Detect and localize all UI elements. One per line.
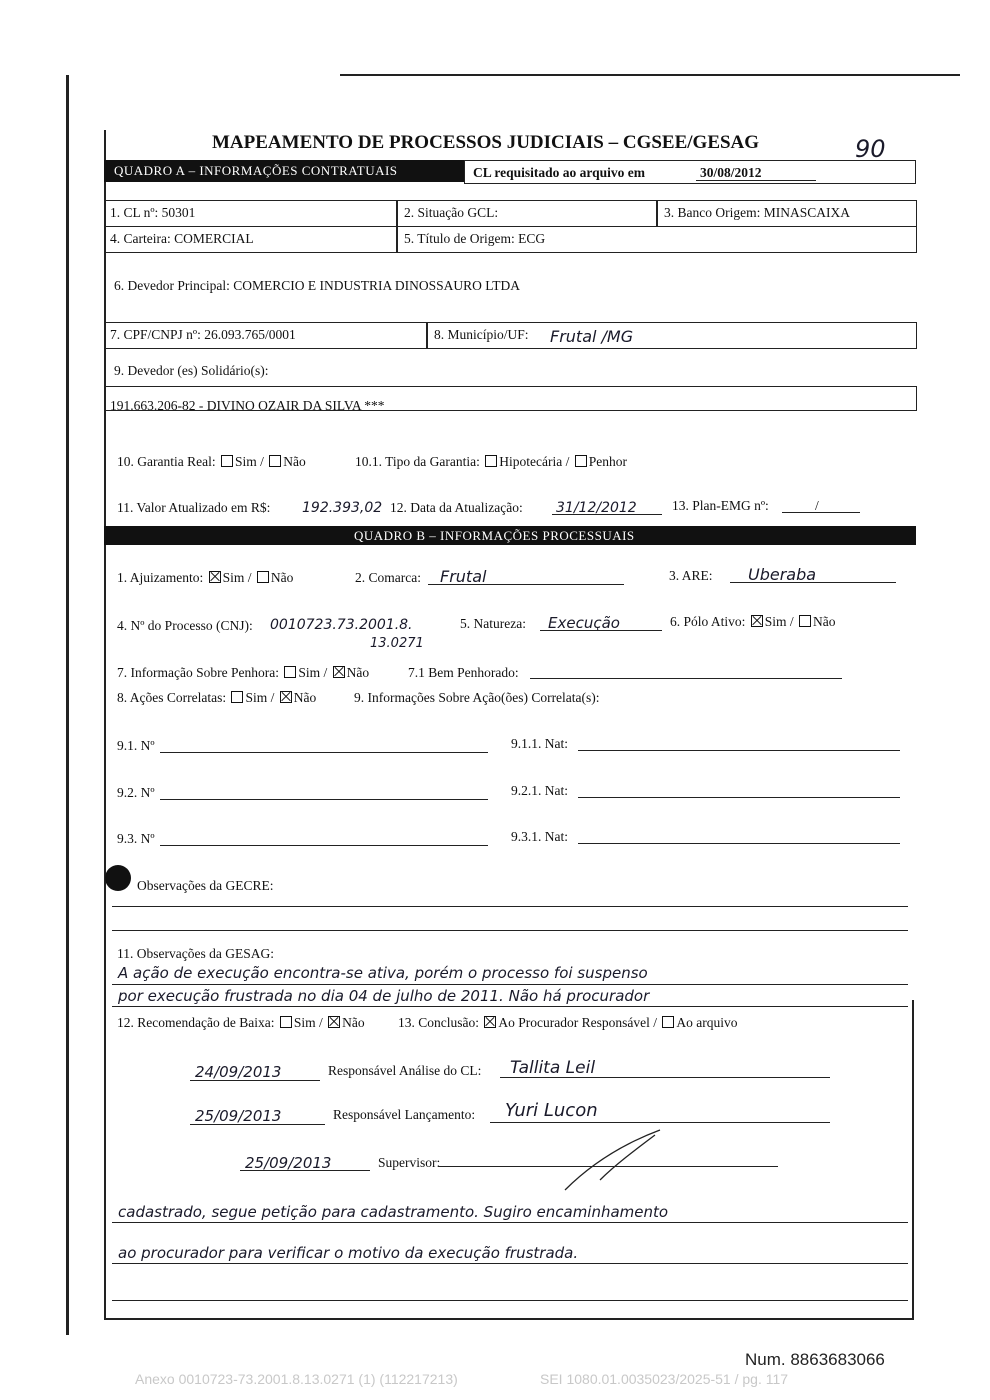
nat931-label: 9.3.1. Nat: bbox=[511, 829, 568, 844]
recomendacao-row: 12. Recomendação de Baixa: Sim / Não bbox=[117, 1015, 365, 1030]
n91-label: 9.1. Nº bbox=[117, 738, 155, 753]
resp-lanc-value: Yuri Lucon bbox=[505, 1100, 598, 1121]
plan-emg-value: / bbox=[815, 498, 819, 513]
data-atualizacao-label: 12. Data da Atualização: bbox=[390, 500, 523, 515]
comarca-value: Frutal bbox=[440, 567, 487, 586]
nat911-label: 9.1.1. Nat: bbox=[511, 736, 568, 751]
tipo-garantia-row: 10.1. Tipo da Garantia: Hipotecária / Penhor bbox=[355, 454, 627, 469]
conclusao-arquivo-checkbox[interactable] bbox=[662, 1016, 674, 1028]
polo-ativo-row: 6. Pólo Ativo: Sim / Não bbox=[670, 614, 836, 629]
valor-value: 192.393,02 bbox=[302, 500, 383, 516]
polo-nao-checkbox[interactable] bbox=[799, 615, 811, 627]
processo-value: 0010723.73.2001.8. bbox=[270, 617, 413, 633]
date-analise: 24/09/2013 bbox=[195, 1063, 282, 1081]
quadro-a-title: QUADRO A – INFORMAÇÕES CONTRATUAIS bbox=[114, 163, 398, 178]
supervisor-label: Supervisor: bbox=[378, 1155, 441, 1170]
penhora-nao-checkbox[interactable] bbox=[333, 666, 345, 678]
ajuizamento-nao-checkbox[interactable] bbox=[257, 571, 269, 583]
titulo-origem: 5. Título de Origem: ECG bbox=[404, 231, 546, 246]
punch-hole bbox=[105, 865, 131, 891]
resp-analise-label: Responsável Análise do CL: bbox=[328, 1063, 482, 1078]
garantia-sim-checkbox[interactable] bbox=[221, 455, 233, 467]
bem-penhorado-label: 7.1 Bem Penhorado: bbox=[408, 665, 519, 680]
penhora-sim-checkbox[interactable] bbox=[284, 666, 296, 678]
conclusao-procurador-checkbox[interactable] bbox=[484, 1016, 496, 1028]
valor-label: 11. Valor Atualizado em R$: bbox=[117, 500, 271, 515]
nat921-label: 9.2.1. Nat: bbox=[511, 783, 568, 798]
penhora-row: 7. Informação Sobre Penhora: Sim / Não bbox=[117, 665, 370, 680]
acoes-nao-checkbox[interactable] bbox=[280, 691, 292, 703]
plan-emg-label: 13. Plan-EMG nº: bbox=[672, 498, 769, 513]
garantia-row: 10. Garantia Real: Sim / Não bbox=[117, 454, 306, 469]
note-line1: cadastrado, segue petição para cadastramento. Sugiro encaminhamento bbox=[118, 1203, 669, 1221]
n93-label: 9.3. Nº bbox=[117, 831, 155, 846]
note-line2: ao procurador para verificar o motivo da execução frustrada. bbox=[118, 1244, 579, 1262]
quadro-b-title: QUADRO B – INFORMAÇÕES PROCESSUAIS bbox=[354, 528, 635, 543]
polo-sim-checkbox[interactable] bbox=[751, 615, 763, 627]
hipotecaria-checkbox[interactable] bbox=[485, 455, 497, 467]
garantia-nao-checkbox[interactable] bbox=[269, 455, 281, 467]
cl-date-line bbox=[696, 180, 816, 181]
quadro-a-banner bbox=[104, 160, 464, 182]
devedor-principal: 6. Devedor Principal: COMERCIO E INDUSTRIA DINOSSAURO LTDA bbox=[114, 278, 520, 293]
situacao-gcl: 2. Situação GCL: bbox=[404, 205, 499, 220]
penhor-checkbox[interactable] bbox=[575, 455, 587, 467]
frame-bottom bbox=[104, 1318, 914, 1320]
natureza-label: 5. Natureza: bbox=[460, 616, 526, 631]
ajuizamento-row: 1. Ajuizamento: Sim / Não bbox=[117, 570, 294, 585]
processo-label: 4. Nº do Processo (CNJ): bbox=[117, 618, 253, 633]
are-label: 3. ARE: bbox=[669, 568, 713, 583]
processo-value-cont: 13.0271 bbox=[370, 636, 424, 651]
banco-origem: 3. Banco Origem: MINASCAIXA bbox=[664, 205, 850, 220]
cl-request-label: CL requisitado ao arquivo em bbox=[473, 165, 646, 180]
info-acoes-label: 9. Informações Sobre Ação(ões) Correlata(s): bbox=[354, 690, 600, 705]
recomendacao-sim-checkbox[interactable] bbox=[280, 1016, 292, 1028]
footer-anexo: Anexo 0010723-73.2001.8.13.0271 (1) (112217213) bbox=[135, 1371, 458, 1387]
date-supervisor: 25/09/2013 bbox=[245, 1154, 332, 1172]
solidarios-value: 191.663.206-82 - DIVINO OZAIR DA SILVA *** bbox=[110, 398, 385, 413]
acoes-correlatas-row: 8. Ações Correlatas: Sim / Não bbox=[117, 690, 317, 705]
conclusao-row: 13. Conclusão: Ao Procurador Responsável / Ao arquivo bbox=[398, 1015, 738, 1030]
document-number: Num. 8863683066 bbox=[745, 1350, 885, 1369]
left-margin-bar bbox=[66, 75, 69, 1335]
frame-right bbox=[912, 1000, 914, 1320]
municipio-value: Frutal /MG bbox=[550, 327, 634, 346]
frame-left bbox=[104, 130, 106, 1320]
municipio-label: 8. Município/UF: bbox=[434, 327, 529, 342]
comarca-label: 2. Comarca: bbox=[355, 570, 421, 585]
cl-number: 1. CL nº: 50301 bbox=[110, 205, 196, 220]
carteira: 4. Carteira: COMERCIAL bbox=[110, 231, 254, 246]
acoes-sim-checkbox[interactable] bbox=[231, 691, 243, 703]
footer-sei: SEI 1080.01.0035023/2025-51 / pg. 117 bbox=[540, 1371, 789, 1387]
resp-lanc-label: Responsável Lançamento: bbox=[333, 1107, 476, 1122]
solidarios-label: 9. Devedor (es) Solidário(s): bbox=[114, 363, 269, 378]
recomendacao-nao-checkbox[interactable] bbox=[328, 1016, 340, 1028]
resp-analise-value: Tallita Leil bbox=[510, 1058, 596, 1078]
date-lancamento: 25/09/2013 bbox=[195, 1107, 282, 1125]
ajuizamento-sim-checkbox[interactable] bbox=[209, 571, 221, 583]
obs-gesag-label: 11. Observações da GESAG: bbox=[117, 946, 274, 961]
natureza-value: Execução bbox=[548, 614, 620, 632]
obs-gesag-line2: por execução frustrada no dia 04 de julho de 2011. Não há procurador bbox=[118, 987, 650, 1005]
n92-label: 9.2. Nº bbox=[117, 785, 155, 800]
are-value: Uberaba bbox=[748, 565, 817, 584]
supervisor-signature bbox=[560, 1125, 670, 1195]
page-mark: 90 bbox=[855, 135, 886, 163]
cl-request-date: 30/08/2012 bbox=[700, 165, 762, 180]
data-atualizacao-value: 31/12/2012 bbox=[556, 500, 637, 516]
top-rule bbox=[340, 74, 960, 76]
document-title: MAPEAMENTO DE PROCESSOS JUDICIAIS – CGSEE/GESAG bbox=[212, 132, 760, 153]
obs-gesag-line1: A ação de execução encontra-se ativa, porém o processo foi suspenso bbox=[118, 964, 648, 982]
obs-gecre-label: Observações da GECRE: bbox=[137, 878, 274, 893]
cpf-cnpj: 7. CPF/CNPJ nº: 26.093.765/0001 bbox=[110, 327, 296, 342]
quadro-b-banner bbox=[104, 526, 916, 545]
